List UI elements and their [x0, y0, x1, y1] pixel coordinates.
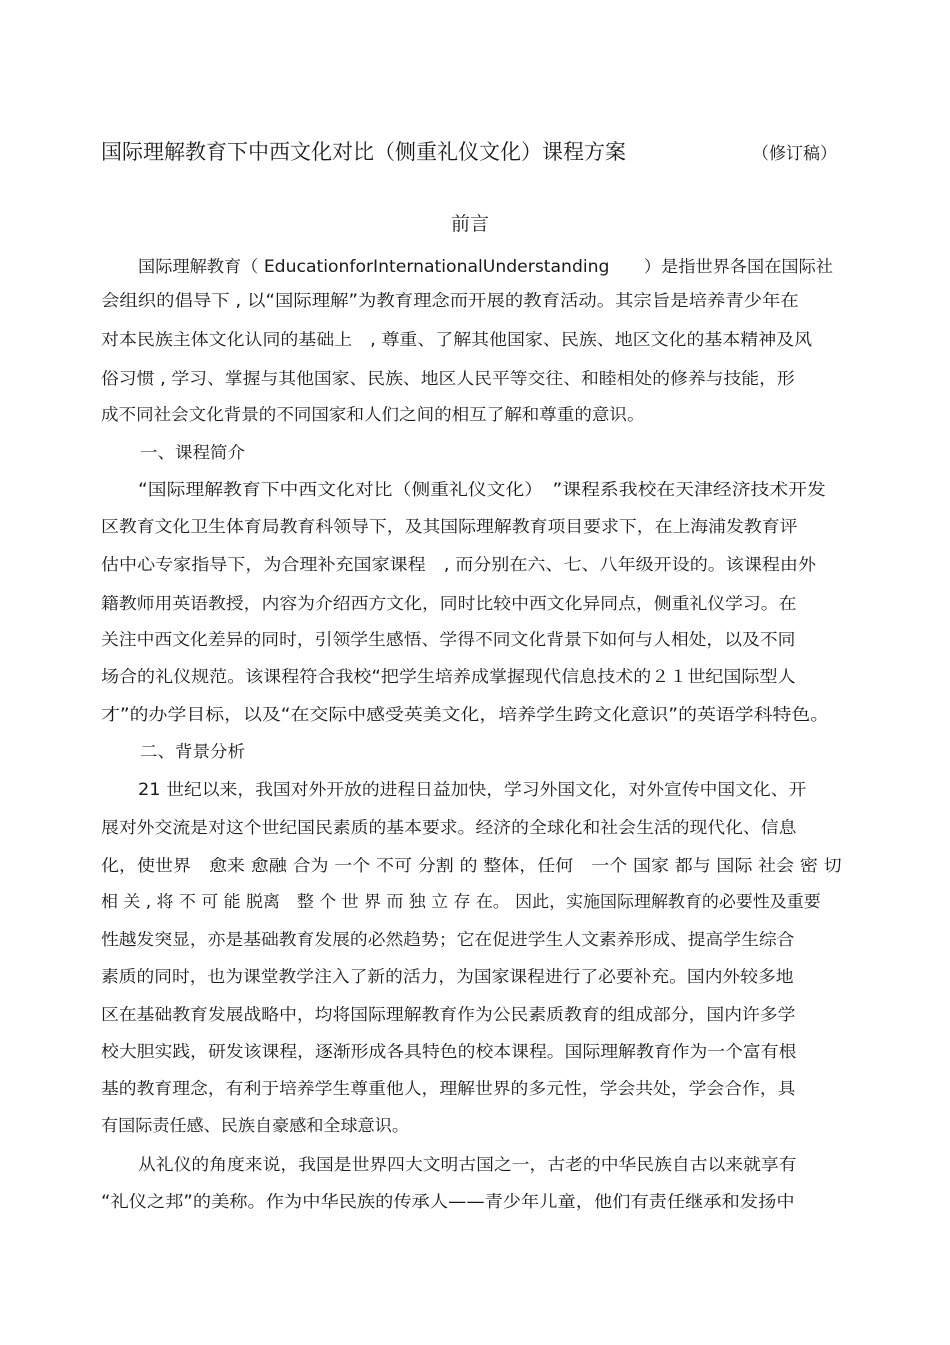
paragraph-line: 成不同社会文化背景的不同国家和人们之间的相互了解和尊重的意识。 — [101, 405, 645, 424]
paragraph-line: 关注中西文化差异的同时，引领学生感悟、学得不同文化背景下如何与人相处，以及不同 — [101, 630, 796, 649]
paragraph-line: 场合的礼仪规范。该课程符合我校“把学生培养成掌握现代信息技术的２１世纪国际型人 — [101, 667, 796, 686]
paragraph-line: 展对外交流是对这个世纪国民素质的基本要求。经济的全球化和社会生活的现代化、信息 — [101, 818, 797, 837]
paragraph-line: 俗习惯 , 学习、掌握与其他国家、民族、地区人民平等交往、和睦相处的修养与技能，形 — [101, 369, 795, 388]
paragraph-line: “礼仪之邦”的美称。作为中华民族的传承人——青少年儿童，他们有责任继承和发扬中 — [101, 1192, 795, 1211]
section-heading: 二、背景分析 — [140, 742, 245, 761]
paragraph-line: 会组织的倡导下 , 以“国际理解”为教育理念而开展的教育活动。其宗旨是培养青少年在 — [101, 291, 799, 310]
paragraph-line: 基的教育理念，有利于培养学生尊重他人，理解世界的多元性，学会共处，学会合作，具 — [101, 1079, 796, 1098]
paragraph-line: 相 关 , 将 不 可 能 脱离 整 个 世 界 而 独 立 存 在。 因此，实施国际理解教育的必要性及重要 — [101, 892, 821, 911]
paragraph-line: 估中心专家指导下，为合理补充国家课程 , 而分别在六、七、八年级开设的。该课程由外 — [101, 555, 817, 574]
document-title: 国际理解教育下中西文化对比（侧重礼仪文化）课程方案 — [101, 140, 626, 164]
paragraph-line: 区在基础教育发展战略中，均将国际理解教育作为公民素质教育的组成部分，国内许多学 — [101, 1005, 796, 1024]
paragraph-line: 从礼仪的角度来说，我国是世界四大文明古国之一，古老的中华民族自古以来就享有 — [138, 1155, 797, 1174]
paragraph-line: 化，使世界 愈来 愈融 合为 一个 不可 分割 的 整体，任何 一个 国家 都与 国际 社会 密 切 — [101, 856, 842, 875]
paragraph-line: “国际理解教育下中西文化对比（侧重礼仪文化） ”课程系我校在天津经济技术开发 — [138, 480, 826, 499]
paragraph-line: 区教育文化卫生体育局教育科领导下，及其国际理解教育项目要求下，在上海浦发教育评 — [101, 517, 798, 536]
paragraph-line: 对本民族主体文化认同的基础上 , 尊重、了解其他国家、民族、地区文化的基本精神及风 — [101, 330, 813, 349]
paragraph-line: 才”的办学目标，以及“在交际中感受英美文化，培养学生跨文化意识”的英语学科特色。 — [101, 705, 830, 724]
paragraph-line: 性越发突显，亦是基础教育发展的必然趋势；它在促进学生人文素养形成、提高学生综合 — [101, 930, 795, 949]
section-heading: 一、课程简介 — [140, 443, 245, 462]
paragraph-line: 素质的同时，也为课堂教学注入了新的活力，为国家课程进行了必要补充。国内外较多地 — [101, 967, 794, 986]
paragraph-line: 21 世纪以来，我国对外开放的进程日益加快，学习外国文化，对外宣传中国文化、开 — [138, 780, 807, 799]
paragraph-line: 籍教师用英语教授，内容为介绍西方文化，同时比较中西文化异同点，侧重礼仪学习。在 — [101, 594, 797, 613]
paragraph-line: 国际理解教育（ EducationforInternationalUnderstanding ）是指世界各国在国际社 — [138, 257, 833, 276]
paragraph-line: 有国际责任感、民族自豪感和全球意识。 — [101, 1116, 409, 1135]
revision-note: （修订稿） — [752, 144, 837, 164]
paragraph-line: 校大胆实践，研发该课程，逐渐形成各具特色的校本课程。国际理解教育作为一个富有根 — [101, 1042, 797, 1061]
preface-heading: 前言 — [451, 213, 490, 235]
